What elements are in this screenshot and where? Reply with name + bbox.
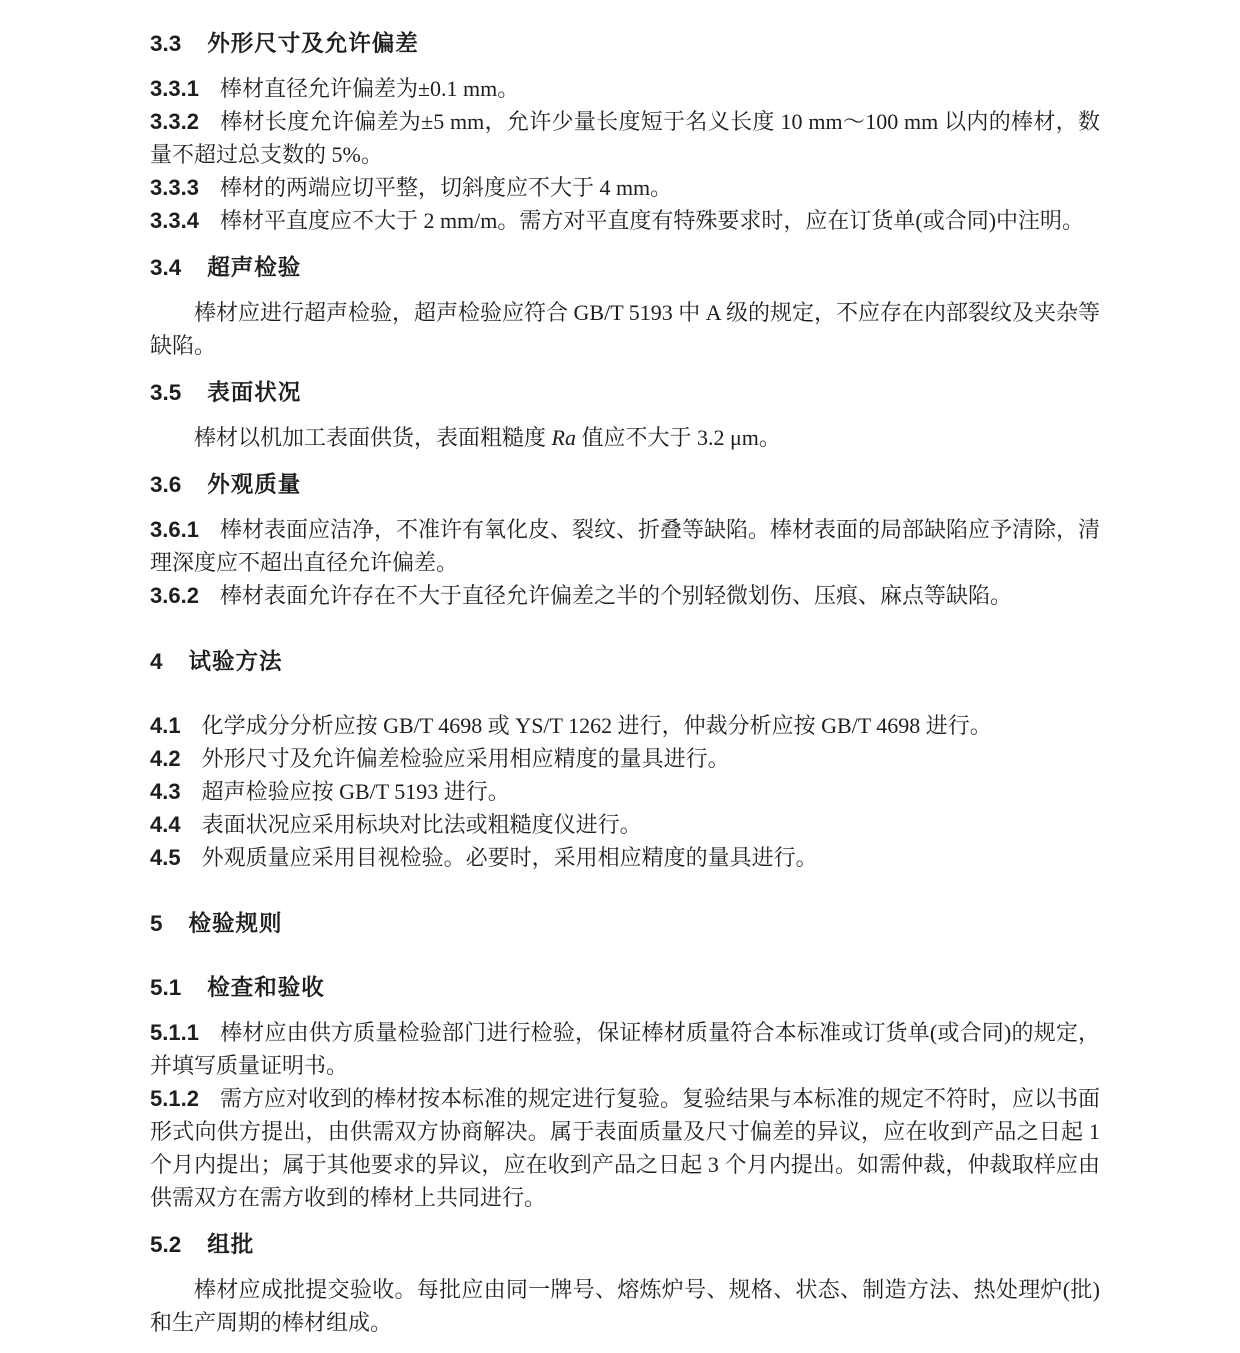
chapter-title: 试验方法 bbox=[188, 649, 283, 674]
clause-number: 4.3 bbox=[150, 779, 181, 804]
clause-text: 棒材表面应洁净，不准许有氧化皮、裂纹、折叠等缺陷。棒材表面的局部缺陷应予清除，清理深度应不超出直径允许偏差。 bbox=[150, 517, 1100, 575]
clause-3-6-1 bbox=[150, 513, 1100, 579]
section-number: 3.4 bbox=[150, 255, 182, 280]
clause-3-3-2 bbox=[150, 105, 1100, 171]
clause-number: 4.2 bbox=[150, 746, 181, 771]
chapter-number: 4 bbox=[150, 649, 163, 674]
section-number: 3.3 bbox=[150, 31, 182, 56]
para-lot-grouping: 棒材应成批提交验收。每批应由同一牌号、熔炼炉号、规格、状态、制造方法、热处理炉(批)和生产周期的棒材组成。 bbox=[150, 1277, 1100, 1335]
section-heading-3-4 bbox=[150, 251, 1100, 284]
clause-number: 4.1 bbox=[150, 713, 181, 738]
chapter-heading-4 bbox=[150, 645, 1100, 678]
clause-text: 外观质量应采用目视检验。必要时，采用相应精度的量具进行。 bbox=[201, 845, 818, 870]
clause-text: 化学成分分析应按 GB/T 4698 或 YS/T 1262 进行，仲裁分析应按 GB/T 4698 进行。 bbox=[201, 713, 992, 738]
clause-number: 3.6.2 bbox=[150, 583, 199, 608]
clause-3-3-1 bbox=[150, 72, 1100, 105]
section-number: 5.2 bbox=[150, 1232, 182, 1257]
clause-text: 外形尺寸及允许偏差检验应采用相应精度的量具进行。 bbox=[201, 746, 730, 771]
clause-text: 棒材长度允许偏差为±5 mm，允许少量长度短于名义长度 10 mm～100 mm 以内的棒材，数量不超过总支数的 5%。 bbox=[150, 109, 1100, 167]
section-number: 3.6 bbox=[150, 472, 182, 497]
clause-4-4 bbox=[150, 808, 1100, 841]
clause-number: 3.3.1 bbox=[150, 76, 199, 101]
section-title: 检查和验收 bbox=[207, 975, 325, 1000]
roughness-symbol: Ra bbox=[551, 425, 576, 450]
clause-4-1 bbox=[150, 709, 1100, 742]
clause-4-3 bbox=[150, 775, 1100, 808]
section-title: 组批 bbox=[207, 1232, 255, 1257]
section-heading-3-3 bbox=[150, 27, 1100, 60]
clause-text: 棒材表面允许存在不大于直径允许偏差之半的个别轻微划伤、压痕、麻点等缺陷。 bbox=[219, 583, 1012, 608]
clause-3-3-4 bbox=[150, 204, 1100, 237]
para-surface-condition bbox=[150, 421, 1100, 454]
clause-text: 棒材直径允许偏差为±0.1 mm。 bbox=[219, 76, 520, 101]
section-number: 3.5 bbox=[150, 380, 182, 405]
section-title: 表面状况 bbox=[207, 380, 302, 405]
document-content bbox=[150, 27, 1100, 1339]
clause-5-1-1 bbox=[150, 1016, 1100, 1082]
clause-text: 表面状况应采用标块对比法或粗糙度仪进行。 bbox=[201, 812, 642, 837]
section-heading-3-6 bbox=[150, 468, 1100, 501]
clause-text: 棒材的两端应切平整，切斜度应不大于 4 mm。 bbox=[219, 175, 673, 200]
para-ultrasonic-inspection: 棒材应进行超声检验，超声检验应符合 GB/T 5193 中 A 级的规定，不应存在内部裂纹及夹杂等缺陷。 bbox=[150, 300, 1100, 358]
chapter-number: 5 bbox=[150, 911, 163, 936]
clause-3-6-2 bbox=[150, 579, 1100, 612]
clause-number: 4.5 bbox=[150, 845, 181, 870]
clause-number: 3.3.4 bbox=[150, 208, 199, 233]
clause-number: 3.6.1 bbox=[150, 517, 199, 542]
clause-number: 3.3.2 bbox=[150, 109, 199, 134]
section-heading-5-2 bbox=[150, 1228, 1100, 1261]
clause-text: 超声检验应按 GB/T 5193 进行。 bbox=[201, 779, 510, 804]
section-title: 外形尺寸及允许偏差 bbox=[207, 31, 419, 56]
para-text-after: 值应不大于 3.2 μm。 bbox=[575, 425, 781, 450]
section-heading-3-5 bbox=[150, 376, 1100, 409]
chapter-title: 检验规则 bbox=[188, 911, 283, 936]
section-title: 超声检验 bbox=[207, 255, 302, 280]
clause-text: 棒材应由供方质量检验部门进行检验，保证棒材质量符合本标准或订货单(或合同)的规定，并填写质量证明书。 bbox=[150, 1020, 1100, 1078]
clause-4-5 bbox=[150, 841, 1100, 874]
section-heading-5-1 bbox=[150, 971, 1100, 1004]
para-text-before: 棒材以机加工表面供货，表面粗糙度 bbox=[194, 425, 552, 450]
section-title: 外观质量 bbox=[207, 472, 302, 497]
chapter-heading-5 bbox=[150, 907, 1100, 940]
clause-4-2 bbox=[150, 742, 1100, 775]
clause-number: 5.1.1 bbox=[150, 1020, 199, 1045]
clause-number: 4.4 bbox=[150, 812, 181, 837]
clause-text: 棒材平直度应不大于 2 mm/m。需方对平直度有特殊要求时，应在订货单(或合同)中注明。 bbox=[219, 208, 1085, 233]
clause-3-3-3 bbox=[150, 171, 1100, 204]
clause-number: 3.3.3 bbox=[150, 175, 199, 200]
section-number: 5.1 bbox=[150, 975, 182, 1000]
clause-number: 5.1.2 bbox=[150, 1086, 199, 1111]
clause-5-1-2 bbox=[150, 1082, 1100, 1214]
clause-text: 需方应对收到的棒材按本标准的规定进行复验。复验结果与本标准的规定不符时，应以书面形式向供方提出，由供需双方协商解决。属于表面质量及尺寸偏差的异议，应在收到产品之日起 1 个月内提出；属于其他要求的异议，应在收到产品之日起 3 个月内提出。如需仲裁，仲裁取样应由供需双方在需方收到的棒材上共同进行。 bbox=[150, 1086, 1100, 1210]
